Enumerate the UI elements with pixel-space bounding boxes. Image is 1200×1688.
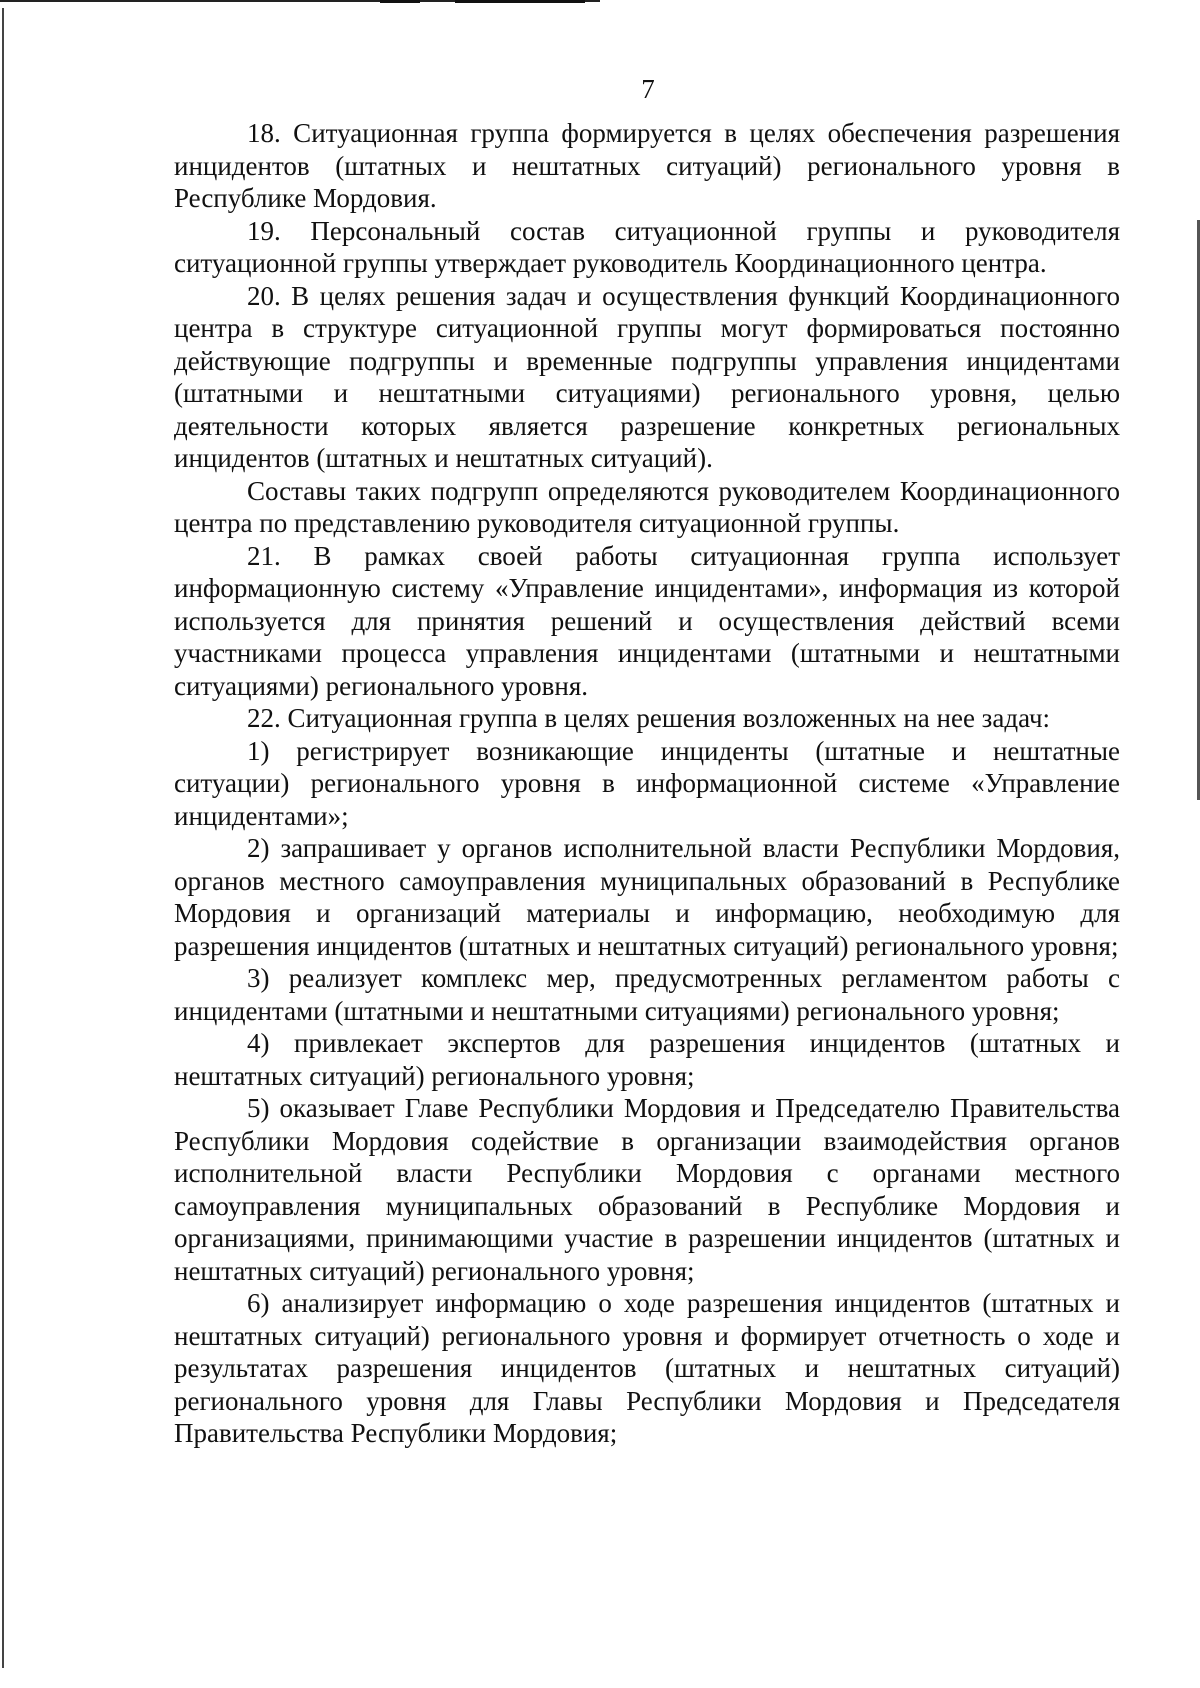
paragraph-20: 20. В целях решения задач и осуществления функций Координационного центра в структуре ситуационной группы могут формироваться постоянно действующие подгруппы и временные подгруппы управления инцидентами (штатными и нештатными ситуациями) регионального уровня, целью деятельности которых является разрешение конкретных региональных инцидентов (штатных и нештатных ситуаций). xyxy=(174,280,1120,473)
paragraph-18: 18. Ситуационная группа формируется в целях обеспечения разрешения инцидентов (штатных и нештатных ситуаций) регионального уровня в Республике Мордовия. xyxy=(174,118,1120,213)
paragraph-22: 22. Ситуационная группа в целях решения возложенных на нее задач: xyxy=(247,703,1051,733)
scan-edge-top-mark xyxy=(455,0,585,3)
list-item-4: 4) привлекает экспертов для разрешения инцидентов (штатных и нештатных ситуаций) регионального уровня; xyxy=(174,1028,1120,1091)
list-item-6: 6) анализирует информацию о ходе разрешения инцидентов (штатных и нештатных ситуаций) регионального уровня и формирует отчетность о ходе и результатах разрешения инцидентов (штатных и нештатных ситуаций) регионального уровня для Главы Республики Мордовия и Председателя Правительства Республики Мордовия; xyxy=(174,1288,1120,1448)
list-item-2: 2) запрашивает у органов исполнительной власти Республики Мордовия, органов местного самоуправления муниципальных образований в Республике Мордовия и организаций материалы и информацию, необходимую для разрешения инцидентов (штатных и нештатных ситуаций) регионального уровня; xyxy=(174,833,1120,961)
list-item-1: 1) регистрирует возникающие инциденты (штатные и нештатные ситуации) регионального уровня в информационной системе «Управление инцидентами»; xyxy=(174,735,1120,831)
paragraph-20-continued: Составы таких подгрупп определяются руководителем Координационного центра по представлению руководителя ситуационной группы. xyxy=(174,475,1120,538)
list-item-5: 5) оказывает Главе Республики Мордовия и Председателю Правительства Республики Мордовия содействие в организации взаимодействия органов исполнительной власти Республики Мордовия с органами местного самоуправления муниципальных образований в Республике Мордовия и организациями, принимающими участие в разрешении инцидентов (штатных и нештатных ситуаций) регионального уровня; xyxy=(174,1093,1120,1286)
paragraph-19: 19. Персональный состав ситуационной группы и руководителя ситуационной группы утверждает руководитель Координационного центра. xyxy=(174,215,1120,278)
page-number: 7 xyxy=(641,74,655,104)
paragraph-21: 21. В рамках своей работы ситуационная группа использует информационную систему «Управление инцидентами», информация из которой используется для принятия решений и осуществления действий всеми участниками процесса управления инцидентами (штатными и нештатными ситуациями) регионального уровня. xyxy=(174,540,1120,701)
document-body xyxy=(174,117,1120,1450)
list-item-3: 3) реализует комплекс мер, предусмотренных регламентом работы с инцидентами (штатными и нештатными ситуациями) регионального уровня; xyxy=(174,963,1120,1026)
scan-edge-top-mark xyxy=(380,0,420,3)
scan-edge-left xyxy=(2,8,4,1668)
